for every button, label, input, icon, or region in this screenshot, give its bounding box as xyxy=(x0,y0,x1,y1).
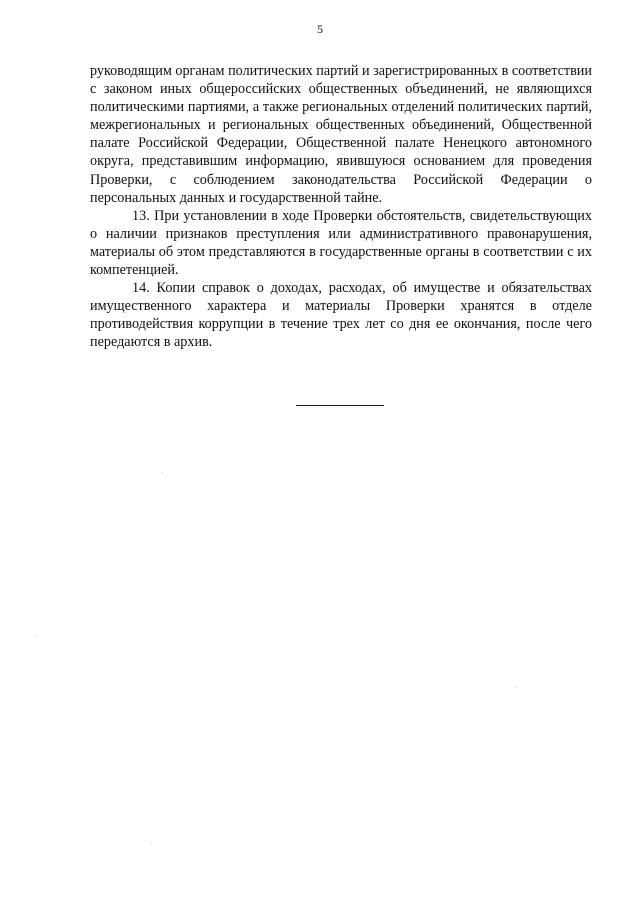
document-body xyxy=(90,62,592,352)
scan-speck xyxy=(162,472,163,473)
paragraph-continuation: руководящим органам политических партий и зарегистрированных в соответствии с законом иных общероссийских общественных объединений, не являющихся политическими партиями, а также региональных отделений политических партий, межрегиональных и региональных общественных объединений, Общественной палате Российской Федерации, Общественной палате Ненецкого автономного округа, представившим информацию, явившуюся основанием для проведения Проверки, с соблюдением законодательства Российской Федерации о персональных данных и государственной тайне. xyxy=(90,63,592,206)
paragraph-item-13: 13. При установлении в ходе Проверки обстоятельств, свидетельствующих о наличии признаков преступления или административного правонарушения, материалы об этом представляются в государственные органы в соответствии с их компетенцией. xyxy=(90,207,592,279)
scan-speck xyxy=(36,636,37,637)
scan-speck xyxy=(515,687,516,688)
scan-speck xyxy=(150,843,151,844)
page-number: 5 xyxy=(317,22,323,36)
paragraph-item-14: 14. Копии справок о доходах, расходах, об имуществе и обязательствах имущественного характера и материалы Проверки хранятся в отделе противодействия коррупции в течение трех лет со дня ее окончания, после чего передаются в архив. xyxy=(90,280,592,351)
end-of-document-rule xyxy=(296,405,384,406)
